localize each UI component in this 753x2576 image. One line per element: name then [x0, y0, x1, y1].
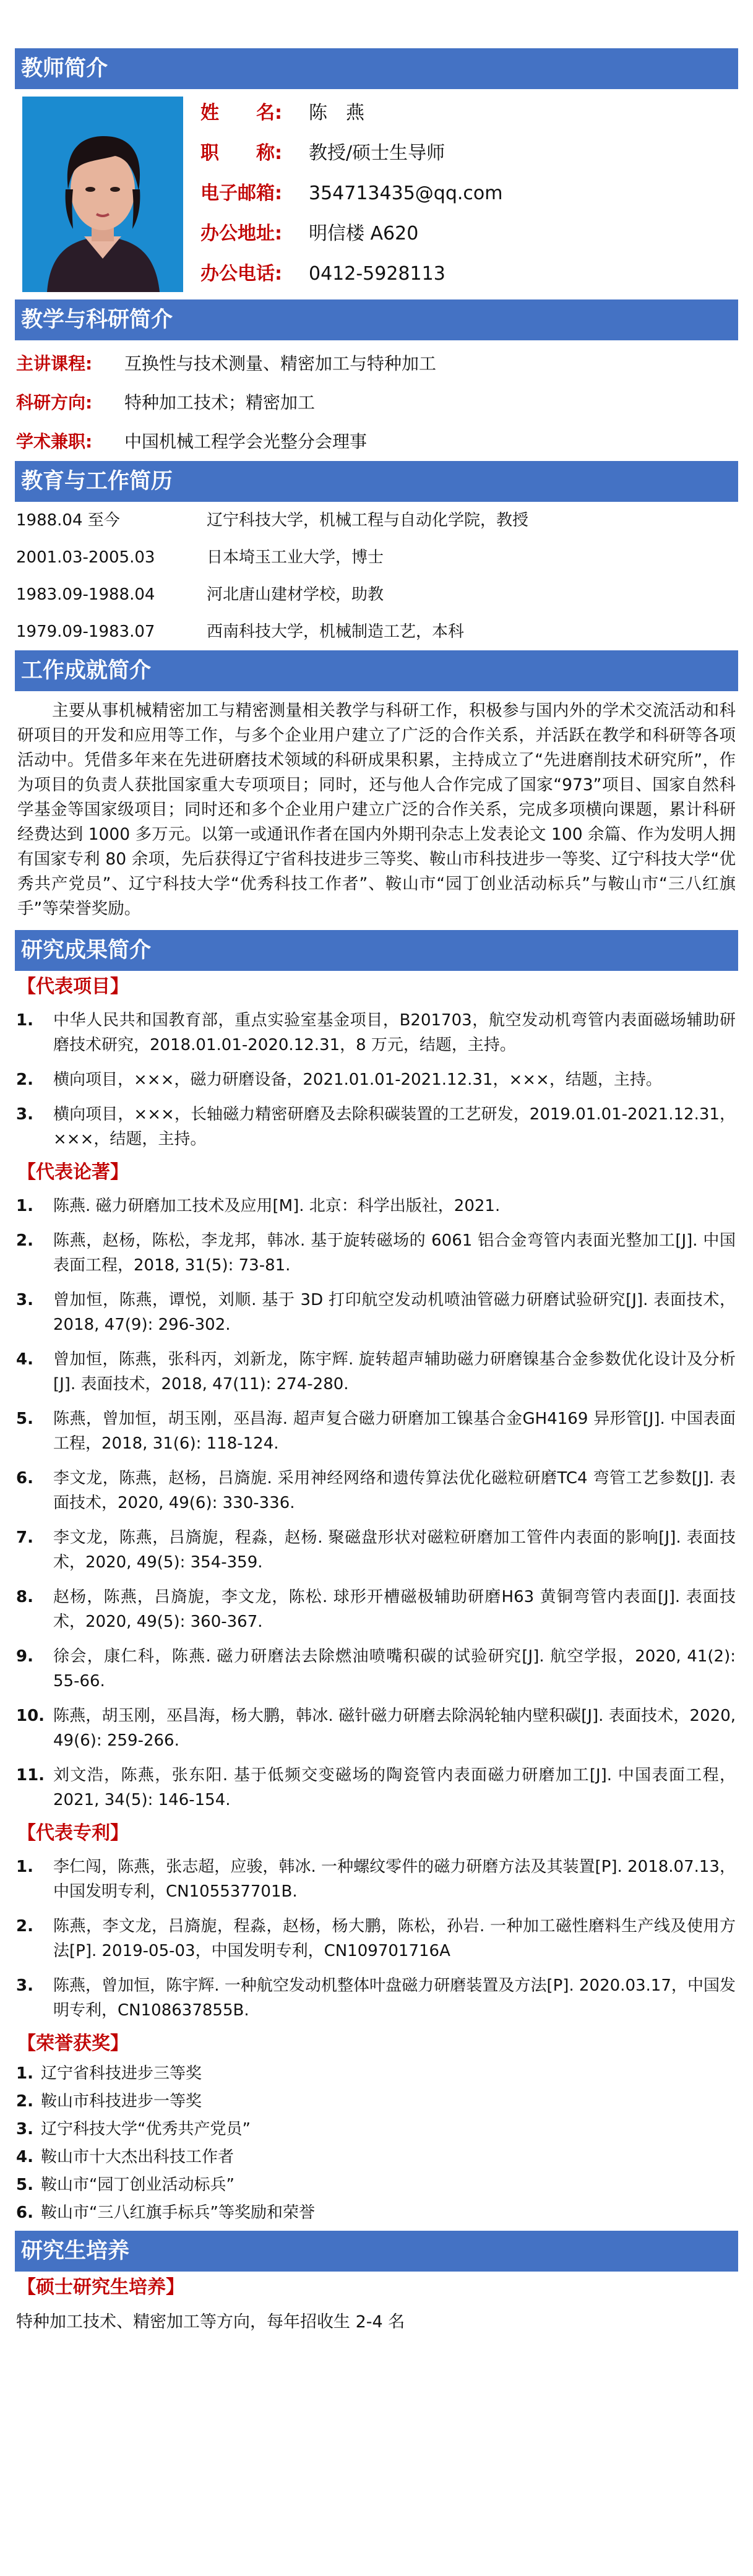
item-text: 赵杨，陈燕，吕旖旎，李文龙，陈松. 球形开槽磁极辅助研磨H63 黄铜弯管内表面[J]. 表面技术，2020, 49(5): 360-367.: [53, 1588, 736, 1631]
item-number: 3.: [16, 1291, 33, 1309]
history-row: [15, 502, 738, 539]
profile-row-phone: [200, 254, 733, 294]
portrait-photo: [22, 97, 183, 292]
subheader-honors: 【荣誉获奖】: [17, 2033, 129, 2054]
teaching-value: 互换性与技术测量、精密加工与特种加工: [124, 353, 437, 374]
list-item: [15, 1520, 738, 1580]
teaching-label: 主讲课程:: [16, 353, 93, 374]
profile-label: 电子邮箱:: [200, 183, 282, 204]
profile-row-office: [200, 213, 733, 254]
item-number: 2.: [16, 2092, 33, 2111]
item-number: 5.: [16, 1410, 33, 1428]
history-text: 河北唐山建材学校，助教: [207, 585, 384, 604]
item-number: 6.: [16, 2203, 33, 2222]
honor-item: [15, 2199, 738, 2227]
profile-row-email: [200, 173, 733, 213]
history-date: 1979.09-1983.07: [16, 622, 155, 641]
item-text: 横向项目，×××，磁力研磨设备，2021.01.01-2021.12.31，×××，结题，主持。: [53, 1070, 662, 1089]
item-number: 4.: [16, 2148, 33, 2166]
list-item: [15, 1699, 738, 1758]
item-text: 曾加恒，陈燕，张科丙，刘新龙，陈宇辉. 旋转超声辅助磁力研磨镍基合金参数优化设计及分析[J]. 表面技术，2018, 47(11): 274-280.: [53, 1350, 736, 1394]
honor-item: [15, 2088, 738, 2116]
item-text: 鞍山市科技进步一等奖: [41, 2092, 202, 2111]
honor-item: [15, 2116, 738, 2143]
history-text: 辽宁科技大学，机械工程与自动化学院，教授: [207, 511, 529, 530]
item-number: 3.: [16, 2120, 33, 2139]
item-text: 陈燕，胡玉刚，巫昌海，杨大鹏，韩冰. 磁针磁力研磨去除涡轮轴内壁积碳[J]. 表面技术，2020, 49(6): 259-266.: [53, 1707, 736, 1750]
history-row: [15, 576, 738, 613]
item-number: 3.: [16, 1976, 33, 1995]
honor-item: [15, 2171, 738, 2199]
history-date: 1988.04 至今: [16, 511, 120, 530]
item-number: 1.: [16, 1011, 33, 1030]
teacher-profile-page: [15, 0, 738, 2341]
list-item: [15, 1909, 738, 1968]
email-value[interactable]: 354713435@qq.com: [309, 183, 503, 204]
item-text: 鞍山市十大杰出科技工作者: [41, 2148, 235, 2166]
item-number: 9.: [16, 1647, 33, 1666]
item-text: 鞍山市“三八红旗手标兵”等奖励和荣誉: [41, 2203, 315, 2222]
section-header-students: 研究生培养: [15, 2231, 738, 2272]
subheader-papers: 【代表论著】: [17, 1161, 129, 1183]
item-text: 辽宁省科技进步三等奖: [41, 2064, 202, 2083]
list-item: [15, 1580, 738, 1639]
item-text: 陈燕. 磁力研磨加工技术及应用[M]. 北京：科学出版社，2021.: [53, 1197, 501, 1215]
profile-row-name: [200, 93, 733, 133]
item-number: 10.: [16, 1707, 45, 1725]
teaching-label: 学术兼职:: [16, 431, 93, 452]
item-number: 2.: [16, 1917, 33, 1936]
achievements-text: 主要从事机械精密加工与精密测量相关教学与科研工作，积极参与国内外的学术交流活动和科研项目的开发和应用等工作，与多个企业用户建立了广泛的合作关系，并活跃在教学和科研等各项活动中。凭借多年来在先进研磨技术领域的科研成果积累，主持成立了“先进磨削技术研究所”，作为项目的负责人获批国家重大专项项目；同时，还与他人合作完成了国家“973”项目、国家自然科学基金等国家级项目；同时还和多个企业用户建立广泛的合作关系，完成多项横向课题，累计科研经费达到 1000 多万元。以第一或通讯作者在国内外期刊杂志上发表论文 100 余篇、作为发明人拥有国家专利 80 余项，先后获得辽宁省科技进步三等奖、鞍山市科技进步一等奖、辽宁科技大学“优秀共产党员”、辽宁科技大学“优秀科技工作者”、鞍山市“园丁创业活动标兵”与鞍山市“三八红旗手”等荣誉奖励。: [17, 701, 736, 918]
section-header-history: 教育与工作简历: [15, 461, 738, 502]
honor-item: [15, 2060, 738, 2088]
history-row: [15, 613, 738, 650]
item-number: 2.: [16, 1231, 33, 1250]
item-text: 鞍山市“园丁创业活动标兵”: [41, 2176, 235, 2194]
teaching-value: 中国机械工程学会光整分会理事: [124, 431, 368, 452]
profile-row-title: [200, 133, 733, 173]
item-text: 陈燕，赵杨，陈松，李龙邦，韩冰. 基于旋转磁场的 6061 铝合金弯管内表面光整加工[J]. 中国表面工程，2018, 31(5): 73-81.: [53, 1231, 736, 1275]
list-item: [15, 1968, 738, 2028]
item-text: 徐会，康仁科，陈燕. 磁力研磨法去除燃油喷嘴积碳的试验研究[J]. 航空学报，2020, 41(2): 55-66.: [53, 1647, 736, 1691]
students-text: 特种加工技术、精密加工等方向，每年招收生 2-4 名: [16, 2312, 405, 2332]
item-text: 李仁闯，陈燕，张志超，应骏，韩冰. 一种螺纹零件的磁力研磨方法及其装置[P]. 2018.07.13，中国发明专利，CN105537701B.: [53, 1858, 736, 1901]
item-text: 曾加恒，陈燕，谭悦，刘顺. 基于 3D 打印航空发动机喷油管磁力研磨试验研究[J]. 表面技术，2018, 47(9): 296-302.: [53, 1291, 736, 1334]
history-text: 日本埼玉工业大学，博士: [207, 548, 384, 567]
list-item: [15, 1062, 738, 1097]
item-text: 陈燕，曾加恒，陈宇辉. 一种航空发动机整体叶盘磁力研磨装置及方法[P]. 2020.03.17，中国发明专利，CN108637855B.: [53, 1976, 736, 2020]
list-item: [15, 1003, 738, 1062]
item-number: 11.: [16, 1766, 45, 1785]
item-text: 横向项目，×××，长轴磁力精密研磨及去除积碳装置的工艺研发，2019.01.01-2021.12.31，×××，结题，主持。: [53, 1105, 736, 1148]
subheader-projects: 【代表项目】: [17, 976, 129, 997]
subheader-master-students: 【硕士研究生培养】: [17, 2277, 184, 2298]
teaching-row-academic: [15, 422, 738, 461]
item-number: 1.: [16, 1197, 33, 1215]
list-item: [15, 1758, 738, 1817]
item-text: 李文龙，陈燕，吕旖旎，程淼，赵杨. 聚磁盘形状对磁粒研磨加工管件内表面的影响[J]. 表面技术，2020, 49(5): 354-359.: [53, 1528, 736, 1572]
profile-label: 办公电话:: [200, 263, 282, 285]
profile-value: 教授/硕士生导师: [309, 142, 445, 164]
item-number: 1.: [16, 1858, 33, 1876]
profile-label: 办公地址:: [200, 223, 282, 244]
history-date: 1983.09-1988.04: [16, 585, 155, 604]
profile-value: 陈 燕: [309, 102, 364, 124]
teaching-value: 特种加工技术；精密加工: [124, 392, 316, 413]
papers-list: [15, 1189, 738, 1817]
profile-value: 明信楼 A620: [309, 223, 419, 244]
item-number: 5.: [16, 2176, 33, 2194]
item-text: 辽宁科技大学“优秀共产党员”: [41, 2120, 251, 2139]
item-number: 8.: [16, 1588, 33, 1606]
section-header-achievements: 工作成就简介: [15, 650, 738, 691]
item-number: 2.: [16, 1070, 33, 1089]
history-text: 西南科技大学，机械制造工艺，本科: [207, 622, 465, 641]
list-item: [15, 1283, 738, 1342]
projects-list: [15, 1003, 738, 1157]
list-item: [15, 1402, 738, 1461]
profile-value: 0412-5928113: [309, 263, 445, 285]
item-text: 刘文浩，陈燕，张东阳. 基于低频交变磁场的陶瓷管内表面磁力研磨加工[J]. 中国表面工程，2021, 34(5): 146-154.: [53, 1766, 736, 1809]
profile-card: [15, 89, 738, 299]
list-item: [15, 1639, 738, 1699]
item-text: 陈燕，李文龙，吕旖旎，程淼，赵杨，杨大鹏，陈松，孙岩. 一种加工磁性磨料生产线及使用方法[P]. 2019-05-03，中国发明专利，CN109701716A: [53, 1917, 736, 1960]
item-number: 6.: [16, 1469, 33, 1488]
list-item: [15, 1189, 738, 1223]
patents-list: [15, 1850, 738, 2028]
item-number: 3.: [16, 1105, 33, 1124]
history-row: [15, 539, 738, 576]
section-header-profile: 教师简介: [15, 48, 738, 89]
profile-label: 姓 名:: [200, 102, 282, 124]
profile-label: 职 称:: [200, 142, 282, 164]
list-item: [15, 1461, 738, 1520]
honor-item: [15, 2143, 738, 2171]
item-text: 中华人民共和国教育部，重点实验室基金项目，B201703，航空发动机弯管内表面磁场辅助研磨技术研究，2018.01.01-2020.12.31，8 万元，结题，主持。: [53, 1011, 736, 1054]
history-date: 2001.03-2005.03: [16, 548, 155, 567]
honors-list: [15, 2060, 738, 2227]
teaching-row-direction: [15, 383, 738, 422]
item-number: 1.: [16, 2064, 33, 2083]
item-text: 李文龙，陈燕，赵杨，吕旖旎. 采用神经网络和遗传算法优化磁粒研磨TC4 弯管工艺参数[J]. 表面技术，2020, 49(6): 330-336.: [53, 1469, 736, 1512]
list-item: [15, 1223, 738, 1283]
section-header-teaching: 教学与科研简介: [15, 299, 738, 340]
list-item: [15, 1850, 738, 1909]
item-text: 陈燕，曾加恒，胡玉刚，巫昌海. 超声复合磁力研磨加工镍基合金GH4169 异形管[J]. 中国表面工程，2018, 31(6): 118-124.: [53, 1410, 736, 1453]
list-item: [15, 1342, 738, 1402]
section-header-research: 研究成果简介: [15, 930, 738, 971]
teaching-row-courses: [15, 344, 738, 383]
teaching-label: 科研方向:: [16, 392, 93, 413]
item-number: 4.: [16, 1350, 33, 1369]
profile-info: [200, 93, 733, 294]
item-number: 7.: [16, 1528, 33, 1547]
subheader-patents: 【代表专利】: [17, 1822, 129, 1844]
list-item: [15, 1097, 738, 1157]
